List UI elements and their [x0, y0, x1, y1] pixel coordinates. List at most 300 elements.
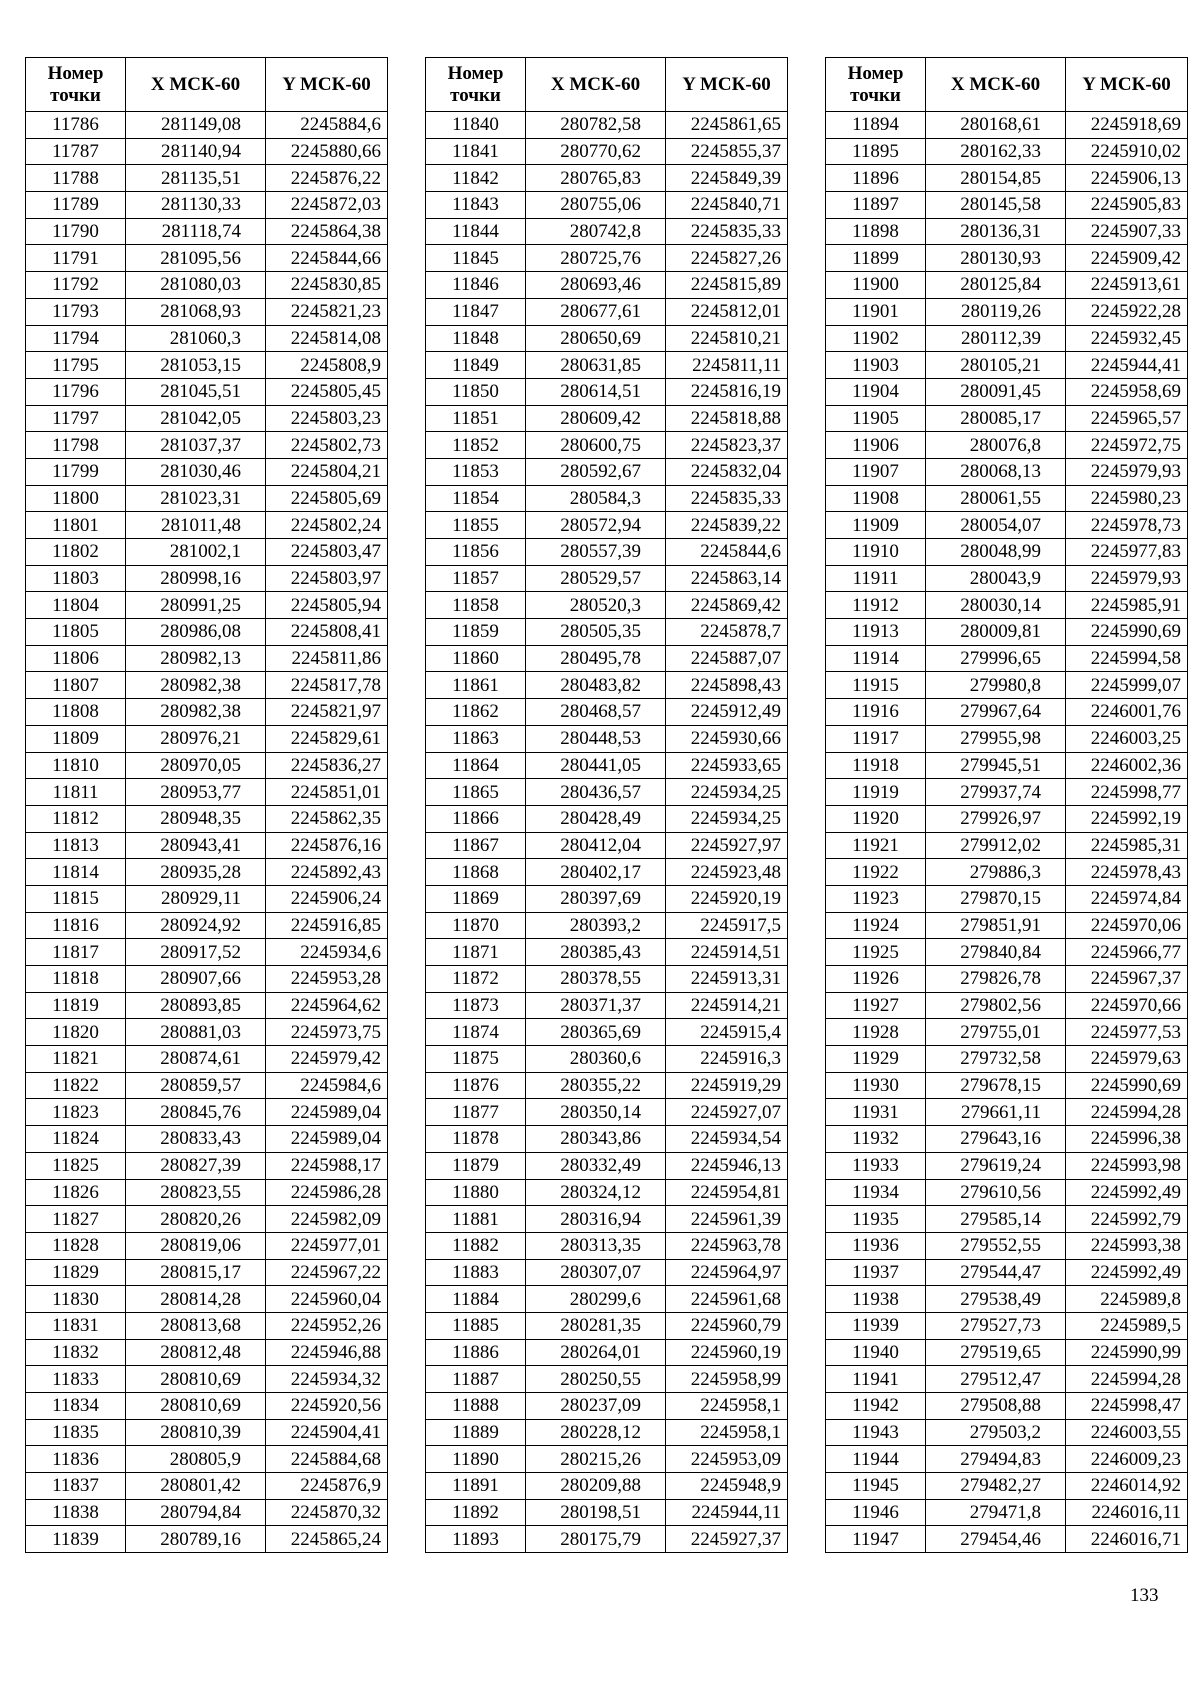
table-row	[26, 912, 388, 939]
point-number-cell: 11821	[26, 1046, 126, 1073]
point-number-cell: 11830	[26, 1286, 126, 1313]
point-number-cell: 11918	[826, 752, 926, 779]
table-row	[426, 752, 788, 779]
x-coordinate-cell: 279508,88	[926, 1393, 1066, 1420]
y-coordinate-cell: 2246003,55	[1066, 1419, 1188, 1446]
x-coordinate-cell: 281135,51	[126, 165, 266, 192]
x-coordinate-cell: 280953,77	[126, 779, 266, 806]
y-coordinate-cell: 2245912,49	[666, 699, 788, 726]
point-number-cell: 11894	[826, 112, 926, 139]
point-number-cell: 11858	[426, 592, 526, 619]
x-coordinate-cell: 279544,47	[926, 1259, 1066, 1286]
x-coordinate-cell: 280130,93	[926, 245, 1066, 272]
y-coordinate-cell: 2245920,19	[666, 885, 788, 912]
x-coordinate-cell: 280986,08	[126, 619, 266, 646]
point-number-cell: 11869	[426, 885, 526, 912]
y-coordinate-cell: 2245916,3	[666, 1046, 788, 1073]
y-coordinate-cell: 2245986,28	[266, 1179, 388, 1206]
table-row	[826, 832, 1188, 859]
table-row	[826, 378, 1188, 405]
table-row	[26, 1232, 388, 1259]
table-row	[26, 325, 388, 352]
point-number-cell: 11925	[826, 939, 926, 966]
y-coordinate-cell: 2245978,43	[1066, 859, 1188, 886]
table-row	[26, 485, 388, 512]
x-coordinate-cell: 279967,64	[926, 699, 1066, 726]
table-row	[826, 565, 1188, 592]
point-number-cell: 11837	[26, 1473, 126, 1500]
y-coordinate-cell: 2245916,85	[266, 912, 388, 939]
point-number-cell: 11923	[826, 885, 926, 912]
table-row	[426, 619, 788, 646]
y-coordinate-cell: 2245863,14	[666, 565, 788, 592]
table-row	[826, 699, 1188, 726]
y-coordinate-cell: 2245821,23	[266, 298, 388, 325]
x-coordinate-cell: 280813,68	[126, 1312, 266, 1339]
x-coordinate-cell: 280402,17	[526, 859, 666, 886]
y-coordinate-cell: 2245973,75	[266, 1019, 388, 1046]
y-coordinate-cell: 2245844,6	[666, 539, 788, 566]
table-row	[426, 779, 788, 806]
x-coordinate-cell: 279527,73	[926, 1312, 1066, 1339]
x-coordinate-cell: 280943,41	[126, 832, 266, 859]
x-coordinate-cell: 280881,03	[126, 1019, 266, 1046]
table-row	[26, 859, 388, 886]
point-number-cell: 11803	[26, 565, 126, 592]
table-row	[826, 992, 1188, 1019]
table-row	[26, 1312, 388, 1339]
point-number-cell: 11808	[26, 699, 126, 726]
table-row	[426, 1259, 788, 1286]
y-coordinate-cell: 2245979,93	[1066, 458, 1188, 485]
y-coordinate-cell: 2245818,88	[666, 405, 788, 432]
y-coordinate-cell: 2245906,13	[1066, 165, 1188, 192]
y-coordinate-cell: 2245958,1	[666, 1393, 788, 1420]
x-coordinate-cell: 280076,8	[926, 432, 1066, 459]
x-coordinate-cell: 280198,51	[526, 1499, 666, 1526]
point-number-cell: 11847	[426, 298, 526, 325]
x-coordinate-cell: 280991,25	[126, 592, 266, 619]
point-number-cell: 11876	[426, 1072, 526, 1099]
y-coordinate-cell: 2245878,7	[666, 619, 788, 646]
point-number-cell: 11902	[826, 325, 926, 352]
table-row	[26, 966, 388, 993]
y-coordinate-cell: 2246002,36	[1066, 752, 1188, 779]
table-row	[826, 592, 1188, 619]
x-coordinate-cell: 280371,37	[526, 992, 666, 1019]
y-coordinate-cell: 2245884,6	[266, 112, 388, 139]
point-number-cell: 11854	[426, 485, 526, 512]
point-number-cell: 11843	[426, 192, 526, 219]
point-number-cell: 11850	[426, 378, 526, 405]
x-coordinate-cell: 279661,11	[926, 1099, 1066, 1126]
point-number-cell: 11878	[426, 1126, 526, 1153]
x-coordinate-cell: 280043,9	[926, 565, 1066, 592]
y-coordinate-cell: 2245802,24	[266, 512, 388, 539]
y-coordinate-cell: 2245910,02	[1066, 138, 1188, 165]
y-coordinate-cell: 2245994,28	[1066, 1099, 1188, 1126]
header-row	[26, 58, 388, 112]
y-coordinate-cell: 2245870,32	[266, 1499, 388, 1526]
y-coordinate-cell: 2245855,37	[666, 138, 788, 165]
point-number-cell: 11886	[426, 1339, 526, 1366]
table-row	[426, 432, 788, 459]
y-coordinate-cell: 2245964,62	[266, 992, 388, 1019]
x-coordinate-cell: 280119,26	[926, 298, 1066, 325]
point-number-cell: 11813	[26, 832, 126, 859]
table-row	[826, 1259, 1188, 1286]
x-coordinate-cell: 279503,2	[926, 1419, 1066, 1446]
point-number-cell: 11883	[426, 1259, 526, 1286]
point-number-cell: 11834	[26, 1393, 126, 1420]
table-row	[26, 512, 388, 539]
table-row	[26, 645, 388, 672]
x-coordinate-cell: 280998,16	[126, 565, 266, 592]
point-number-cell: 11842	[426, 165, 526, 192]
y-coordinate-cell: 2245998,77	[1066, 779, 1188, 806]
point-number-cell: 11891	[426, 1473, 526, 1500]
y-coordinate-cell: 2245990,99	[1066, 1339, 1188, 1366]
table-row	[26, 1126, 388, 1153]
y-coordinate-cell: 2245927,07	[666, 1099, 788, 1126]
y-coordinate-cell: 2245992,19	[1066, 805, 1188, 832]
x-coordinate-cell: 280845,76	[126, 1099, 266, 1126]
point-number-cell: 11862	[426, 699, 526, 726]
header-row	[826, 58, 1188, 112]
table-row	[826, 1019, 1188, 1046]
point-number-cell: 11927	[826, 992, 926, 1019]
x-coordinate-cell: 281130,33	[126, 192, 266, 219]
y-coordinate-cell: 2245803,47	[266, 539, 388, 566]
x-coordinate-cell: 279512,47	[926, 1366, 1066, 1393]
y-coordinate-cell: 2245830,85	[266, 272, 388, 299]
y-coordinate-cell: 2245906,24	[266, 885, 388, 912]
point-number-cell: 11802	[26, 539, 126, 566]
table-row	[826, 1526, 1188, 1553]
table-row	[826, 138, 1188, 165]
table-row	[826, 1339, 1188, 1366]
x-coordinate-cell: 280815,17	[126, 1259, 266, 1286]
table-row	[26, 378, 388, 405]
x-coordinate-cell: 279471,8	[926, 1499, 1066, 1526]
point-number-cell: 11914	[826, 645, 926, 672]
y-coordinate-cell: 2245998,47	[1066, 1393, 1188, 1420]
point-number-cell: 11932	[826, 1126, 926, 1153]
x-coordinate-header: X МСК-60	[126, 58, 266, 112]
point-number-cell: 11863	[426, 725, 526, 752]
table-row	[26, 1046, 388, 1073]
y-coordinate-cell: 2245979,93	[1066, 565, 1188, 592]
x-coordinate-cell: 280584,3	[526, 485, 666, 512]
table-row	[826, 859, 1188, 886]
point-number-cell: 11944	[826, 1446, 926, 1473]
table-row	[826, 218, 1188, 245]
y-coordinate-cell: 2245930,66	[666, 725, 788, 752]
coordinates-table-3	[825, 57, 1188, 1553]
y-coordinate-cell: 2245996,38	[1066, 1126, 1188, 1153]
table-row	[26, 218, 388, 245]
table-row	[426, 458, 788, 485]
table-row	[426, 725, 788, 752]
table-row	[26, 592, 388, 619]
table-row	[826, 619, 1188, 646]
table-row	[26, 165, 388, 192]
table-row	[26, 1499, 388, 1526]
y-coordinate-cell: 2245960,79	[666, 1312, 788, 1339]
point-number-cell: 11800	[26, 485, 126, 512]
y-coordinate-cell: 2245989,04	[266, 1099, 388, 1126]
x-coordinate-header: X МСК-60	[526, 58, 666, 112]
x-coordinate-cell: 281030,46	[126, 458, 266, 485]
table-row	[26, 458, 388, 485]
x-coordinate-cell: 280393,2	[526, 912, 666, 939]
point-number-cell: 11877	[426, 1099, 526, 1126]
y-coordinate-cell: 2245979,63	[1066, 1046, 1188, 1073]
point-number-cell: 11789	[26, 192, 126, 219]
x-coordinate-cell: 280982,13	[126, 645, 266, 672]
x-coordinate-cell: 279945,51	[926, 752, 1066, 779]
x-coordinate-cell: 280112,39	[926, 325, 1066, 352]
y-coordinate-cell: 2245917,5	[666, 912, 788, 939]
x-coordinate-cell: 280136,31	[926, 218, 1066, 245]
y-coordinate-cell: 2245923,48	[666, 859, 788, 886]
point-number-cell: 11947	[826, 1526, 926, 1553]
y-coordinate-cell: 2245961,39	[666, 1206, 788, 1233]
y-coordinate-cell: 2245985,91	[1066, 592, 1188, 619]
point-number-cell: 11794	[26, 325, 126, 352]
table-row	[26, 1179, 388, 1206]
y-coordinate-cell: 2245814,08	[266, 325, 388, 352]
point-number-cell: 11901	[826, 298, 926, 325]
point-number-cell: 11900	[826, 272, 926, 299]
y-coordinate-cell: 2245898,43	[666, 672, 788, 699]
x-coordinate-cell: 280412,04	[526, 832, 666, 859]
table-row	[826, 272, 1188, 299]
x-coordinate-cell: 280009,81	[926, 619, 1066, 646]
point-number-cell: 11871	[426, 939, 526, 966]
x-coordinate-cell: 280316,94	[526, 1206, 666, 1233]
point-number-cell: 11882	[426, 1232, 526, 1259]
table-row	[826, 1473, 1188, 1500]
x-coordinate-cell: 280365,69	[526, 1019, 666, 1046]
y-coordinate-cell: 2245972,75	[1066, 432, 1188, 459]
x-coordinate-cell: 280313,35	[526, 1232, 666, 1259]
y-coordinate-cell: 2245876,9	[266, 1473, 388, 1500]
point-number-header: Номер точки	[426, 58, 526, 112]
x-coordinate-cell: 280794,84	[126, 1499, 266, 1526]
y-coordinate-cell: 2245810,21	[666, 325, 788, 352]
y-coordinate-cell: 2245804,21	[266, 458, 388, 485]
table-row	[826, 298, 1188, 325]
point-number-cell: 11825	[26, 1152, 126, 1179]
table-row	[426, 1499, 788, 1526]
y-coordinate-cell: 2245876,16	[266, 832, 388, 859]
x-coordinate-cell: 280441,05	[526, 752, 666, 779]
y-coordinate-cell: 2245944,11	[666, 1499, 788, 1526]
x-coordinate-cell: 280332,49	[526, 1152, 666, 1179]
x-coordinate-cell: 281118,74	[126, 218, 266, 245]
point-number-cell: 11818	[26, 966, 126, 993]
y-coordinate-cell: 2245961,68	[666, 1286, 788, 1313]
table-row	[426, 138, 788, 165]
x-coordinate-cell: 280810,39	[126, 1419, 266, 1446]
x-coordinate-cell: 280030,14	[926, 592, 1066, 619]
y-coordinate-cell: 2245979,42	[266, 1046, 388, 1073]
table-row	[826, 485, 1188, 512]
point-number-cell: 11933	[826, 1152, 926, 1179]
table-row	[426, 218, 788, 245]
point-number-cell: 11899	[826, 245, 926, 272]
x-coordinate-cell: 280495,78	[526, 645, 666, 672]
coordinates-table-1	[25, 57, 388, 1553]
y-coordinate-cell: 2245989,5	[1066, 1312, 1188, 1339]
x-coordinate-cell: 280324,12	[526, 1179, 666, 1206]
x-coordinate-cell: 279980,8	[926, 672, 1066, 699]
y-coordinate-cell: 2245934,6	[266, 939, 388, 966]
point-number-cell: 11790	[26, 218, 126, 245]
point-number-cell: 11912	[826, 592, 926, 619]
table-row	[426, 378, 788, 405]
header-row	[426, 58, 788, 112]
y-coordinate-cell: 2245803,23	[266, 405, 388, 432]
table-row	[426, 1446, 788, 1473]
point-number-cell: 11935	[826, 1206, 926, 1233]
x-coordinate-cell: 280770,62	[526, 138, 666, 165]
table-row	[426, 992, 788, 1019]
x-coordinate-cell: 280281,35	[526, 1312, 666, 1339]
point-number-cell: 11896	[826, 165, 926, 192]
y-coordinate-cell: 2245840,71	[666, 192, 788, 219]
x-coordinate-cell: 280068,13	[926, 458, 1066, 485]
y-coordinate-cell: 2245960,19	[666, 1339, 788, 1366]
point-number-cell: 11861	[426, 672, 526, 699]
point-number-cell: 11924	[826, 912, 926, 939]
y-coordinate-cell: 2245963,78	[666, 1232, 788, 1259]
table-row	[426, 939, 788, 966]
point-number-cell: 11786	[26, 112, 126, 139]
point-number-cell: 11907	[826, 458, 926, 485]
point-number-cell: 11859	[426, 619, 526, 646]
y-coordinate-cell: 2245835,33	[666, 485, 788, 512]
point-number-cell: 11864	[426, 752, 526, 779]
x-coordinate-cell: 280529,57	[526, 565, 666, 592]
x-coordinate-cell: 280343,86	[526, 1126, 666, 1153]
y-coordinate-cell: 2245872,03	[266, 192, 388, 219]
table-row	[26, 539, 388, 566]
point-number-cell: 11820	[26, 1019, 126, 1046]
table-row	[426, 1473, 788, 1500]
point-number-cell: 11867	[426, 832, 526, 859]
y-coordinate-cell: 2245805,94	[266, 592, 388, 619]
x-coordinate-cell: 280448,53	[526, 725, 666, 752]
table-row	[26, 1152, 388, 1179]
y-coordinate-cell: 2245958,99	[666, 1366, 788, 1393]
x-coordinate-cell: 279454,46	[926, 1526, 1066, 1553]
point-number-cell: 11889	[426, 1419, 526, 1446]
point-number-cell: 11930	[826, 1072, 926, 1099]
point-number-cell: 11865	[426, 779, 526, 806]
table-row	[426, 1393, 788, 1420]
table-row	[426, 1152, 788, 1179]
point-number-cell: 11909	[826, 512, 926, 539]
y-coordinate-cell: 2245909,42	[1066, 245, 1188, 272]
table-row	[26, 1259, 388, 1286]
point-number-cell: 11860	[426, 645, 526, 672]
y-coordinate-cell: 2245802,73	[266, 432, 388, 459]
point-number-cell: 11804	[26, 592, 126, 619]
point-number-cell: 11888	[426, 1393, 526, 1420]
table-row	[426, 1019, 788, 1046]
table-row	[426, 859, 788, 886]
x-coordinate-cell: 279840,84	[926, 939, 1066, 966]
y-coordinate-cell: 2245954,81	[666, 1179, 788, 1206]
y-coordinate-cell: 2245851,01	[266, 779, 388, 806]
table-row	[26, 112, 388, 139]
y-coordinate-cell: 2246016,71	[1066, 1526, 1188, 1553]
point-number-cell: 11840	[426, 112, 526, 139]
table-row	[426, 165, 788, 192]
table-row	[426, 192, 788, 219]
x-coordinate-cell: 280048,99	[926, 539, 1066, 566]
y-coordinate-cell: 2245808,41	[266, 619, 388, 646]
table-row	[26, 1393, 388, 1420]
x-coordinate-cell: 280948,35	[126, 805, 266, 832]
point-number-cell: 11836	[26, 1446, 126, 1473]
table-row	[26, 1019, 388, 1046]
table-row	[26, 245, 388, 272]
table-row	[426, 1179, 788, 1206]
point-number-cell: 11809	[26, 725, 126, 752]
point-number-cell: 11937	[826, 1259, 926, 1286]
table-row	[426, 1366, 788, 1393]
table-row	[26, 699, 388, 726]
y-coordinate-cell: 2245836,27	[266, 752, 388, 779]
x-coordinate-cell: 280168,61	[926, 112, 1066, 139]
y-coordinate-cell: 2245913,31	[666, 966, 788, 993]
x-coordinate-cell: 280801,42	[126, 1473, 266, 1500]
x-coordinate-cell: 279926,97	[926, 805, 1066, 832]
y-coordinate-cell: 2245816,19	[666, 378, 788, 405]
x-coordinate-cell: 280917,52	[126, 939, 266, 966]
y-coordinate-cell: 2245920,56	[266, 1393, 388, 1420]
x-coordinate-cell: 280436,57	[526, 779, 666, 806]
y-coordinate-cell: 2245970,06	[1066, 912, 1188, 939]
x-coordinate-cell: 280428,49	[526, 805, 666, 832]
x-coordinate-cell: 279552,55	[926, 1232, 1066, 1259]
y-coordinate-cell: 2245914,51	[666, 939, 788, 966]
table-row	[826, 1499, 1188, 1526]
x-coordinate-cell: 280833,43	[126, 1126, 266, 1153]
point-number-cell: 11798	[26, 432, 126, 459]
x-coordinate-cell: 280592,67	[526, 458, 666, 485]
point-number-cell: 11844	[426, 218, 526, 245]
point-number-cell: 11852	[426, 432, 526, 459]
table-row	[426, 885, 788, 912]
y-coordinate-cell: 2245849,39	[666, 165, 788, 192]
table-row	[426, 1419, 788, 1446]
y-coordinate-cell: 2245892,43	[266, 859, 388, 886]
point-number-cell: 11919	[826, 779, 926, 806]
table-row	[826, 539, 1188, 566]
point-number-cell: 11855	[426, 512, 526, 539]
y-coordinate-cell: 2245977,53	[1066, 1019, 1188, 1046]
y-coordinate-cell: 2245934,25	[666, 779, 788, 806]
table-row	[826, 1366, 1188, 1393]
y-coordinate-cell: 2245967,22	[266, 1259, 388, 1286]
table-row	[26, 939, 388, 966]
table-row	[826, 1046, 1188, 1073]
x-coordinate-cell: 280827,39	[126, 1152, 266, 1179]
